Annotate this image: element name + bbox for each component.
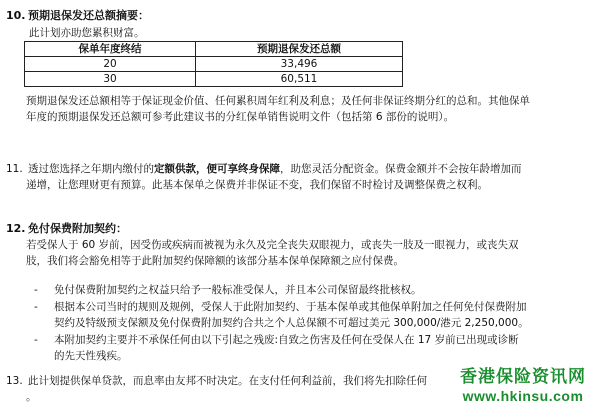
section-11-paragraph [6,162,522,178]
list-item [34,333,519,349]
section-10-note-line: 预期退保发还总额相等于保证现金价值、任何累积周年红利及利息；及任何非保证终期分红的总和。其他保单 [26,95,530,107]
bullet-dash: - [34,334,38,346]
watermark-title: 香港保险资讯网 [460,367,586,387]
watermark-url: www.hkinsu.com [462,387,584,404]
section-11-text-b: ，助您灵活分配资金。保费金额并不会按年龄增加而 [280,163,522,175]
bullet-text: 根据本公司当时的规则及规例，受保人于此附加契约、于基本保单或其他保单附加之任何免付保费附加 [54,301,527,313]
section-number: 11. [6,163,23,175]
section-11-text-bold: 定额供款，便可享终身保障 [154,163,280,175]
section-10-heading [6,8,149,25]
section-title: 免付保费附加契约： [28,222,127,235]
section-title: 预期退保发还总额摘要： [28,9,149,22]
table-row [25,57,403,72]
bullet-text-continuation: 的先天性残疾。 [54,350,128,362]
table-cell-year: 30 [25,72,196,87]
table-header-surrender-total: 预期退保发还总额 [196,42,403,57]
bullet-text-continuation: 契约及特级预支保额及免付保费附加契约合共之个人总保额不可超过美元 300,000/港元 2,250,000。 [54,317,529,329]
site-watermark [460,368,586,404]
section-number: 12. [6,222,26,235]
bullet-dash: - [34,284,38,296]
section-11-text-a: 透过您选择之年期内缴付的 [28,163,154,175]
table-header-policy-year: 保单年度终结 [25,42,196,57]
table-cell-amount: 60,511 [196,72,403,87]
section-number: 10. [6,9,26,22]
bullet-text: 本附加契约主要并不承保任何由以下引起之残废:自致之伤害及任何在受保人在 17 岁前已出现或诊断 [54,334,519,346]
surrender-value-table [24,41,403,87]
section-10-intro: 此计划亦助您累积财富。 [29,27,145,39]
section-12-heading [6,221,127,238]
section-13-paragraph [6,374,427,390]
list-item [34,283,422,299]
table-row [25,72,403,87]
section-number: 13. [6,375,23,387]
bullet-text: 免付保费附加契约之权益只给予一般标准受保人，并且本公司保留最终批核权。 [54,284,422,296]
section-12-paragraph-line: 若受保人于 60 岁前，因受伤或疾病而被视为永久及完全丧失双眼视力，或丧失一肢及一眼视力，或丧失双 [26,239,519,251]
section-13-text: 此计划提供保单贷款，而息率由友邦不时决定。在支付任何利益前，我们将先扣除任何 [28,375,427,387]
section-12-paragraph-line: 肢，我们将会豁免相等于此附加契约保障额的该部分基本保单保障额之应付保费。 [26,255,404,267]
list-item [34,300,527,316]
section-11-line: 递增，让您理财更有预算。此基本保单之保费并非保证不变，我们保留不时检讨及调整保费之权利。 [26,179,488,191]
section-13-line: 。 [26,391,37,403]
section-10-note-line: 年度的预期退保发还总额可参考此建议书的分红保单销售说明文件（包括第 6 部份的说明）。 [26,111,455,123]
bullet-dash: - [34,301,38,313]
table-cell-year: 20 [25,57,196,72]
table-header-row [25,42,403,57]
table-cell-amount: 33,496 [196,57,403,72]
